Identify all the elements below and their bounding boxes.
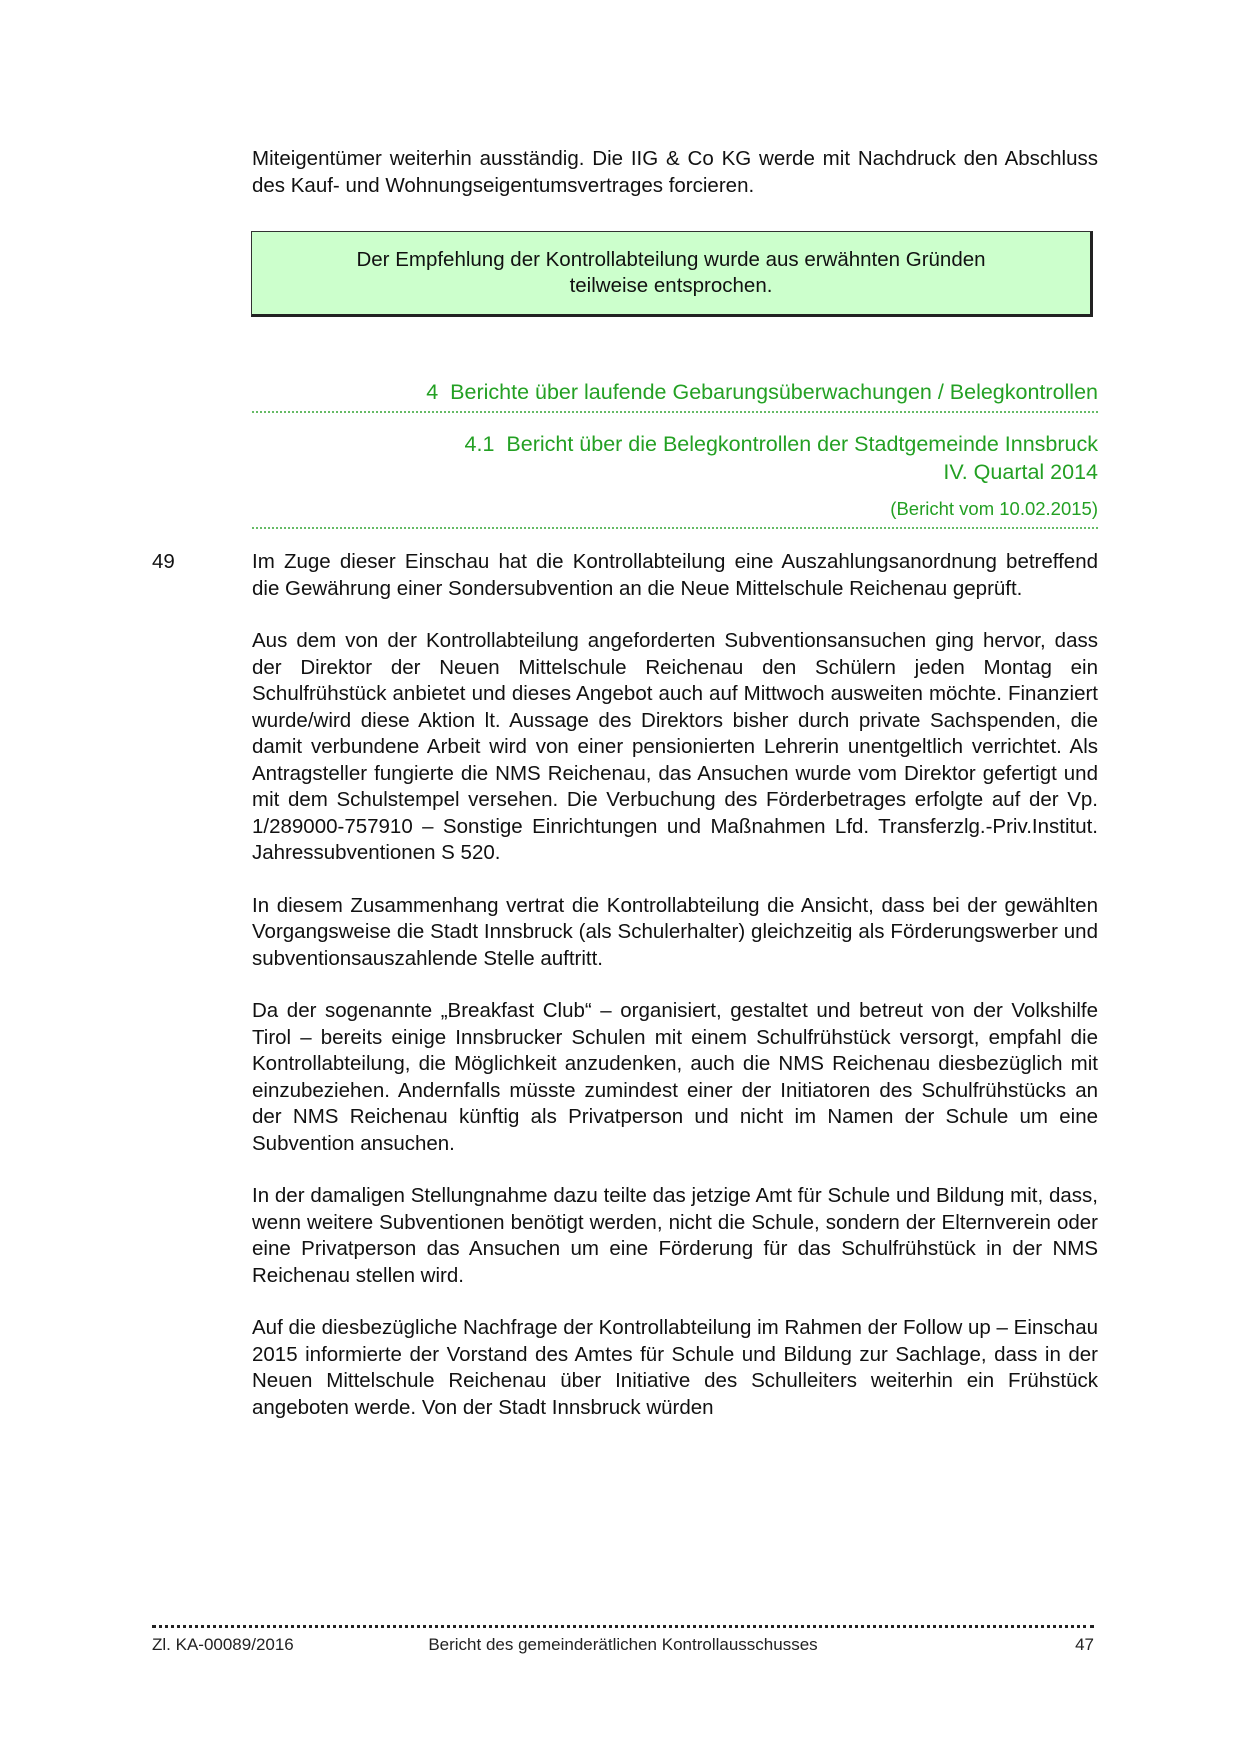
body-paragraph: Auf die diesbezügliche Nachfrage der Kontrollabteilung im Rahmen der Follow up – Einschau 2015 informierte der Vorstand des Amtes für Schule und Bildung zur Sachlage, dass in der Neuen Mittelschule Reichenau über Initiative des Schulleiters weiterhin ein Frühstück angeboten werde. Von der Stadt Innsbruck würden (252, 1316, 1098, 1419)
subsection-divider (252, 527, 1098, 529)
section-heading-divider (252, 411, 1098, 413)
section-heading-number: 4 (426, 380, 439, 404)
report-date: (Bericht vom 10.02.2015) (890, 498, 1098, 519)
recommendation-box (251, 231, 1093, 317)
recommendation-line-1: Der Empfehlung der Kontrollabteilung wurde aus erwähnten Gründen (356, 248, 986, 271)
subsection-heading-number: 4.1 (464, 432, 495, 456)
recommendation-line-2: teilweise entsprochen. (569, 274, 773, 297)
body-paragraph: In der damaligen Stellungnahme dazu teilte das jetzige Amt für Schule und Bildung mit, dass, wenn weitere Subventionen benötigt werden, nicht die Schule, sondern der Elternverein oder eine Privatperson das Ansuchen um eine Förderung für das Schulfrühstück in der NMS Reichenau stellen wird. (252, 1184, 1098, 1287)
body-text (252, 549, 1098, 1421)
section-heading (426, 378, 1098, 406)
body-paragraph: In diesem Zusammenhang vertrat die Kontrollabteilung die Ansicht, dass bei der gewählten Vorgangsweise die Stadt Innsbruck (als Schulerhalter) gleichzeitig als Förderungswerber und subventionsauszahlende Stelle auftritt. (252, 893, 1098, 970)
body-paragraph: Im Zuge dieser Einschau hat die Kontrollabteilung eine Auszahlungsanordnung betreffend die Gewährung einer Sondersubvention an die Neue Mittelschule Reichenau geprüft. (252, 550, 1098, 600)
footer-reference: Zl. KA-00089/2016 (152, 1635, 294, 1654)
intro-paragraph: Miteigentümer weiterhin ausständig. Die IIG & Co KG werde mit Nachdruck den Abschluss des Kauf- und Wohnungseigentumsvertrages forcieren. (252, 147, 1098, 197)
body-paragraph: Aus dem von der Kontrollabteilung angeforderten Subventionsansuchen ging hervor, dass der Direktor der Neuen Mittelschule Reichenau den Schülern jeden Montag ein Schulfrühstück anbietet und dieses Angebot auch auf Mittwoch ausweiten möchte. Finanziert wurde/wird diese Aktion lt. Aussage des Direktors bisher durch private Sachspenden, die damit verbundene Arbeit wird von einer pensionierten Lehrerin unentgeltlich verrichtet. Als Antragsteller fungierte die NMS Reichenau, das Ansuchen wurde vom Direktor gefertigt und mit dem Schulstempel versehen. Die Verbuchung des Förderbetrages erfolgte auf der Vp. 1/289000-757910 – Sonstige Einrichtungen und Maßnahmen Lfd. Transferzlg.-Priv.Institut. Jahressubventionen S 520. (252, 629, 1098, 864)
footer-divider (152, 1625, 1094, 1628)
subsection-heading (465, 430, 1098, 486)
footer-page-number: 47 (1075, 1635, 1094, 1654)
subsection-heading-line-1: Bericht über die Belegkontrollen der Stadtgemeinde Innsbruck (506, 432, 1098, 456)
intro-paragraph-block (252, 146, 1098, 199)
body-paragraph: Da der sogenannte „Breakfast Club“ – organisiert, gestaltet und betreut von der Volkshilfe Tirol – bereits einige Innsbrucker Schulen mit einem Schulfrühstück versorgt, empfahl die Kontrollabteilung, die Möglichkeit anzudenken, auch die NMS Reichenau diesbezüglich mit einzubeziehen. Andernfalls müsste zumindest einer der Initiatoren des Schulfrühstücks an der NMS Reichenau künftig als Privatperson und nicht im Namen der Schule um eine Subvention ansuchen. (252, 999, 1098, 1155)
footer-title: Bericht des gemeinderätlichen Kontrollausschusses (428, 1635, 818, 1654)
paragraph-number: 49 (152, 550, 175, 573)
section-heading-text: Berichte über laufende Gebarungsüberwachungen / Belegkontrollen (450, 380, 1098, 404)
subsection-heading-line-2: IV. Quartal 2014 (943, 460, 1098, 484)
recommendation-text (291, 247, 1051, 299)
